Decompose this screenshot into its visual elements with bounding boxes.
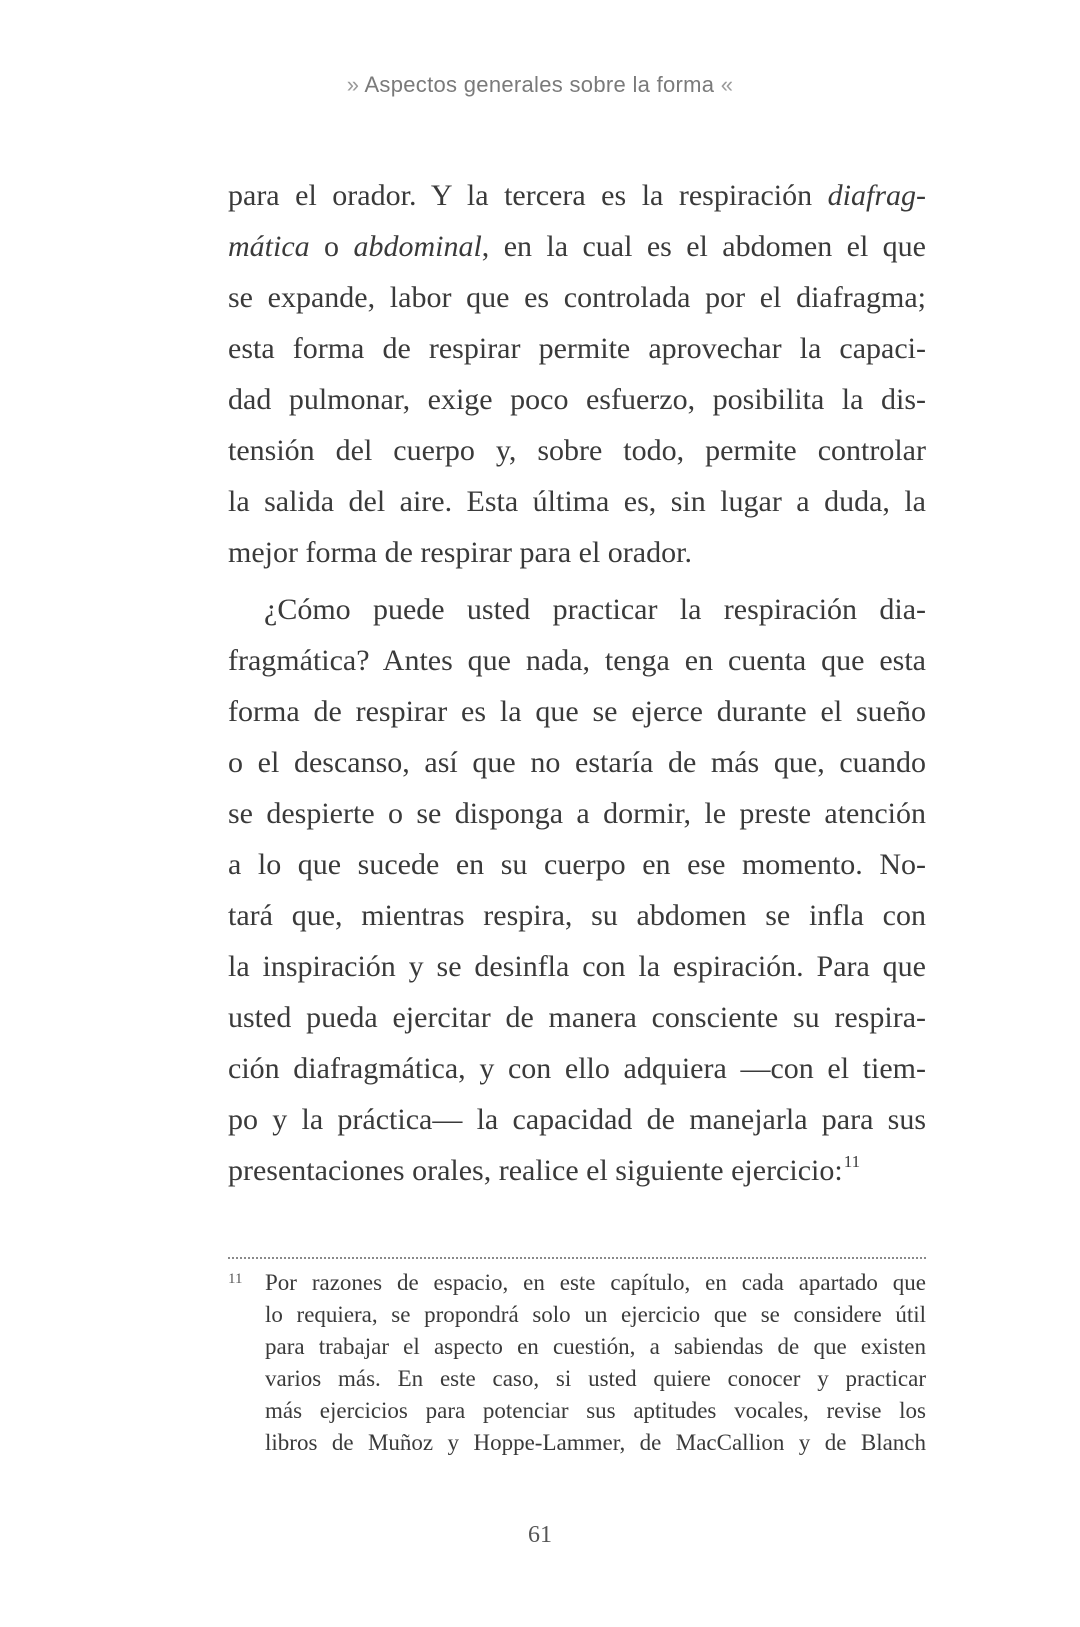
footnote-reference[interactable]: 11	[843, 1152, 861, 1171]
text-run: , en la cual es el abdomen el que	[481, 230, 926, 263]
text-line: se despierte o se disponga a dormir, le preste atención	[228, 797, 926, 830]
text-line	[228, 1145, 926, 1196]
text-line: la inspiración y se desinfla con la espiración. Para que	[228, 950, 926, 983]
text-run: para el orador. Y la tercera es la respiración	[228, 179, 828, 212]
italic-term: abdominal	[353, 230, 482, 263]
footnote-line: para trabajar el aspecto en cuestión, a sabiendas de que existen	[265, 1334, 926, 1359]
running-header	[0, 72, 1080, 98]
body-text	[228, 170, 926, 1196]
footnote-line: Por razones de espacio, en este capítulo, en cada apartado que	[265, 1270, 926, 1295]
text-line: forma de respirar es la que se ejerce durante el sueño	[228, 695, 926, 728]
footnote-divider	[228, 1257, 926, 1259]
text-run: o	[309, 230, 354, 263]
text-line: esta forma de respirar permite aprovechar la capaci-	[228, 332, 926, 365]
text-run: ¿Cómo puede usted practicar la respiración dia-	[264, 593, 926, 626]
footnote-number: 11	[228, 1271, 243, 1287]
text-line: tará que, mientras respira, su abdomen se infla con	[228, 899, 926, 932]
text-line: usted pueda ejercitar de manera consciente su respira-	[228, 1001, 926, 1034]
footnote-text	[265, 1267, 926, 1459]
text-line	[228, 221, 926, 272]
text-line: la salida del aire. Esta última es, sin lugar a duda, la	[228, 485, 926, 518]
page-number: 61	[528, 1522, 552, 1548]
header-title: Aspectos generales sobre la forma	[364, 72, 715, 97]
text-line: ción diafragmática, y con ello adquiera —con el tiem-	[228, 1052, 926, 1085]
header-open-mark: »	[346, 72, 360, 97]
text-line: mejor forma de respirar para el orador.	[228, 536, 692, 569]
footnote	[228, 1267, 926, 1459]
footnote-line: más ejercicios para potenciar sus aptitudes vocales, revise los	[265, 1398, 926, 1423]
paragraph-1	[228, 170, 926, 578]
text-line: o el descanso, así que no estaría de más que, cuando	[228, 746, 926, 779]
text-line: a lo que sucede en su cuerpo en ese momento. No-	[228, 848, 926, 881]
text-line: se expande, labor que es controlada por el diafragma;	[228, 281, 926, 314]
italic-term: diafrag-	[827, 179, 926, 212]
footnote-line: varios más. En este caso, si usted quiere conocer y practicar	[265, 1366, 926, 1391]
text-line	[228, 170, 926, 221]
text-line: fragmática? Antes que nada, tenga en cuenta que esta	[228, 644, 926, 677]
text-line: dad pulmonar, exige poco esfuerzo, posibilita la dis-	[228, 383, 926, 416]
text-run: presentaciones orales, realice el siguiente ejercicio:	[228, 1154, 843, 1187]
text-line: tensión del cuerpo y, sobre todo, permite controlar	[228, 434, 926, 467]
footnote-line: lo requiera, se propondrá solo un ejercicio que se considere útil	[265, 1302, 926, 1327]
text-line: po y la práctica— la capacidad de manejarla para sus	[228, 1103, 926, 1136]
italic-term: mática	[228, 230, 310, 263]
header-close-mark: «	[720, 72, 734, 97]
text-line	[228, 584, 926, 635]
footnote-line: libros de Muñoz y Hoppe-Lammer, de MacCallion y de Blanch	[265, 1430, 926, 1455]
paragraph-2	[228, 584, 926, 1196]
